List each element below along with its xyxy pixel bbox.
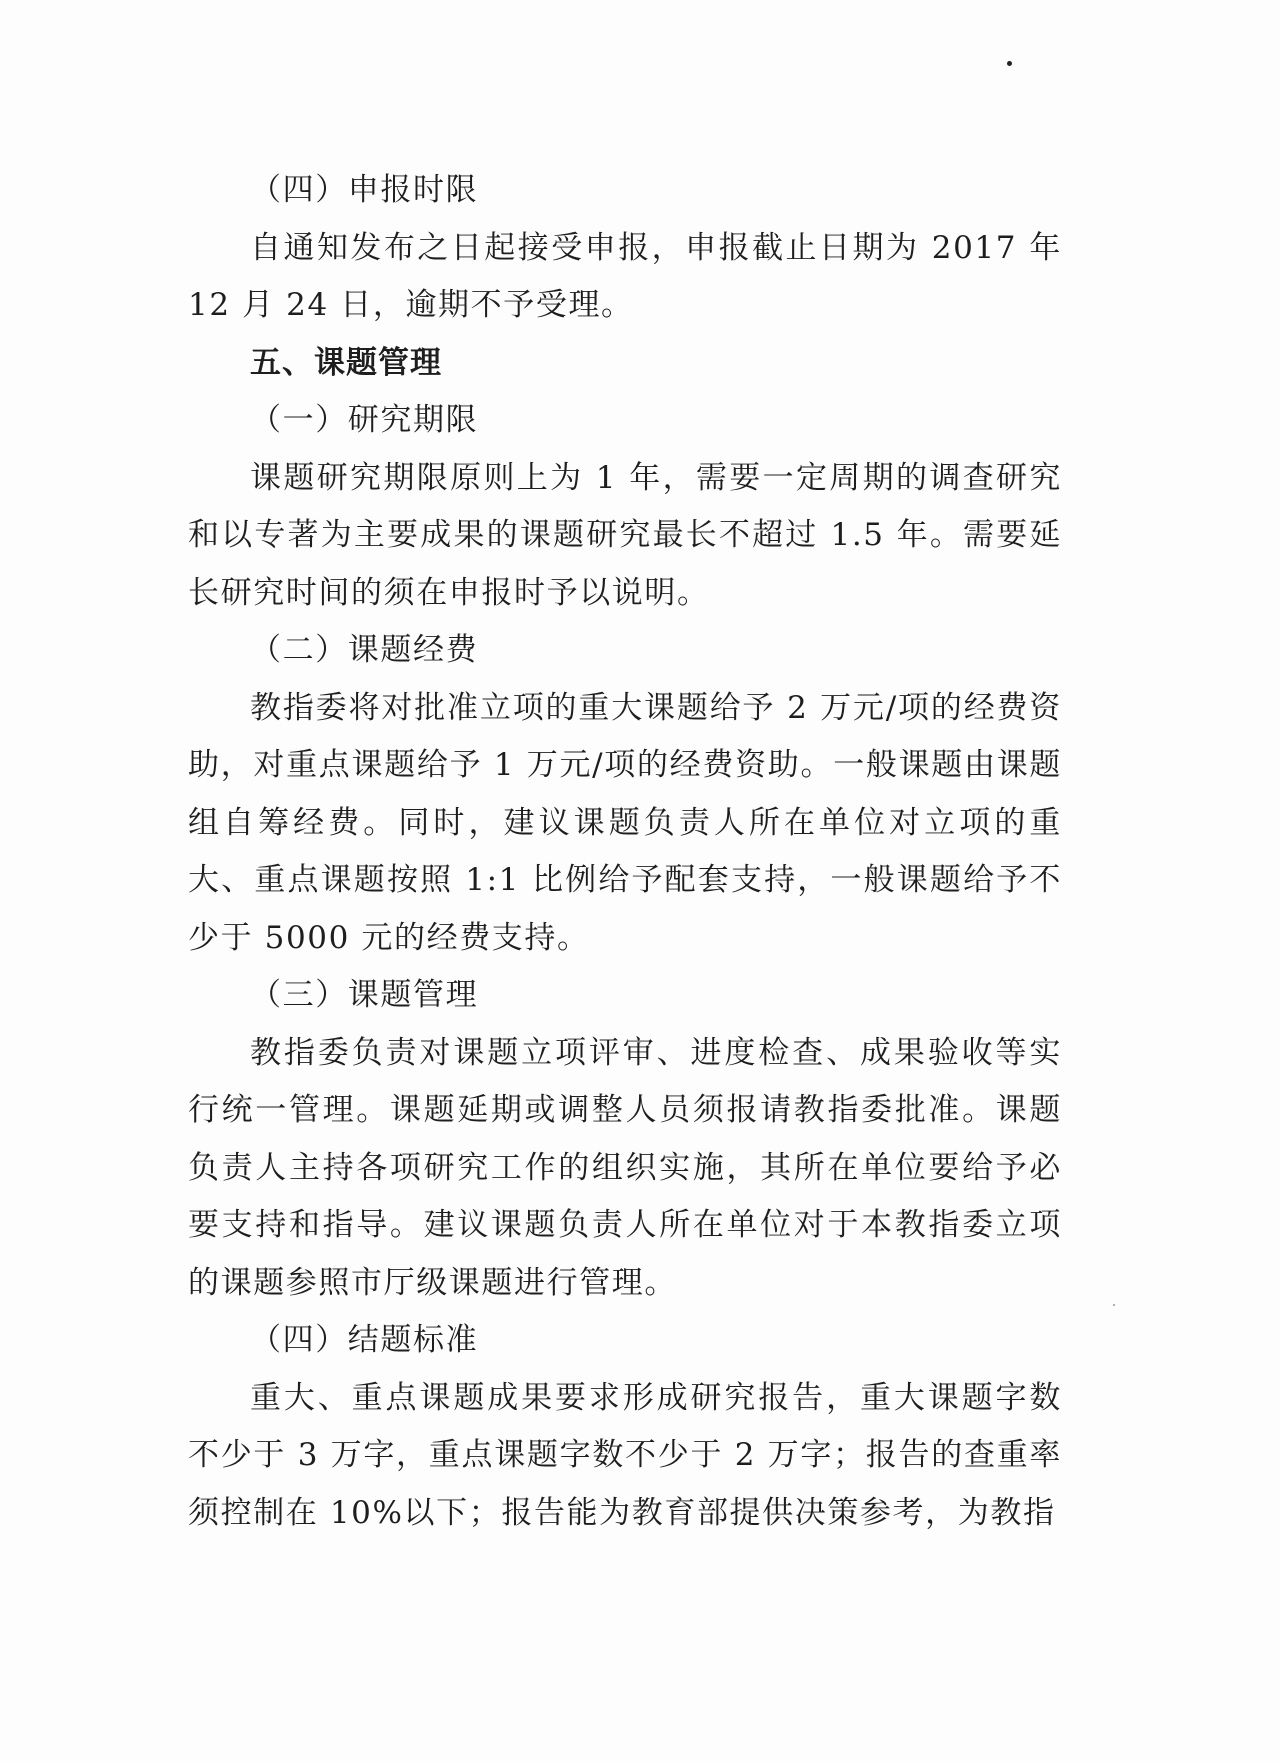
paragraph-completion-standards: 重大、重点课题成果要求形成研究报告，重大课题字数不少于 3 万字，重点课题字数不少于 2 万字；报告的查重率须控制在 10%以下；报告能为教育部提供决策参考，为教指: [188, 1379, 1062, 1531]
subheading-research-period: （一）研究期限: [250, 402, 479, 438]
subheading-application-deadline: （四）申报时限: [250, 172, 479, 208]
paragraph-project-administration: 教指委负责对课题立项评审、进度检查、成果验收等实行统一管理。课题延期或调整人员须报请教指委批准。课题负责人主持各项研究工作的组织实施，其所在单位要给予必要支持和指导。建议课题负责人所在单位对于本教指委立项的课题参照市厅级课题进行管理。: [188, 1034, 1062, 1301]
subheading-completion-standards: （四）结题标准: [250, 1322, 479, 1358]
subheading-project-administration: （三）课题管理: [250, 977, 479, 1013]
paragraph-research-period: 课题研究期限原则上为 1 年，需要一定周期的调查研究和以专著为主要成果的课题研究最长不超过 1.5 年。需要延长研究时间的须在申报时予以说明。: [188, 459, 1062, 611]
scan-mark: [1007, 61, 1012, 66]
paragraph-project-funding: 教指委将对批准立项的重大课题给予 2 万元/项的经费资助，对重点课题给予 1 万元/项的经费资助。一般课题由课题组自筹经费。同时，建议课题负责人所在单位对立项的重大、重点课题按照 1:1 比例给予配套支持，一般课题给予不少于 5000 元的经费支持。: [188, 689, 1062, 956]
scan-speck: [1113, 1304, 1115, 1306]
section-heading-project-management: 五、课题管理: [250, 344, 442, 381]
document-body: [188, 162, 1062, 1542]
paragraph-application-deadline: 自通知发布之日起接受申报，申报截止日期为 2017 年 12 月 24 日，逾期不予受理。: [188, 229, 1062, 323]
subheading-project-funding: （二）课题经费: [250, 632, 479, 668]
